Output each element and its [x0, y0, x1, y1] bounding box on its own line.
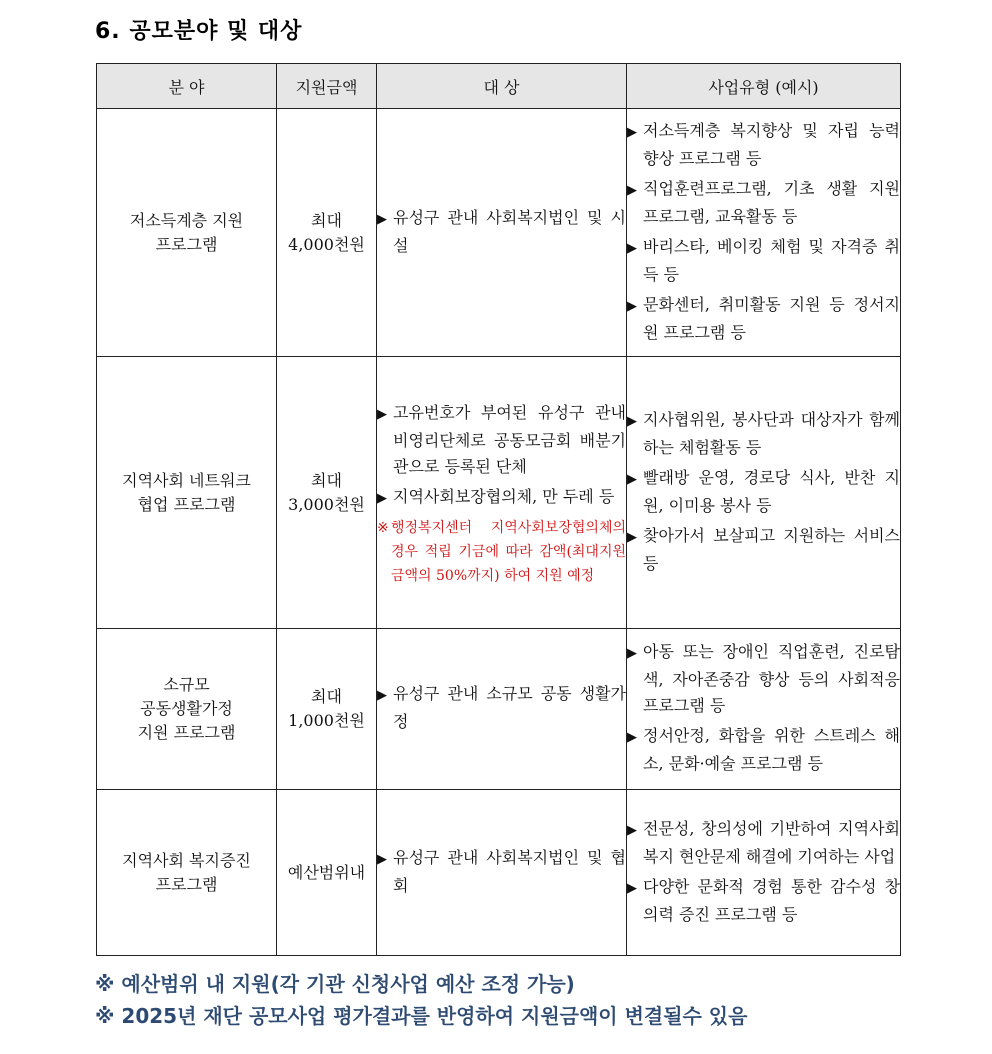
note-mark: ※ [377, 519, 389, 536]
field-line: 저소득계층 지원 [129, 210, 244, 230]
bullet-arrow-icon: ▶ [627, 298, 637, 314]
target-item: ▶ 유성구 관내 사회복지법인 및 시설 [377, 207, 626, 255]
type-item: ▶ 아동 또는 장애인 직업훈련, 진로탐색, 자아존중감 향상 등의 사회적응 프로그램 등 [627, 642, 900, 715]
type-item: ▶ 직업훈련프로그램, 기초 생활 지원 프로그램, 교육활동 등 [627, 178, 900, 226]
target-item: ▶ 유성구 관내 사회복지법인 및 협회 [377, 847, 626, 895]
types-cell [627, 357, 901, 629]
field-line: 공동생활가정 [140, 699, 233, 718]
target-cell [377, 109, 627, 357]
field-line: 지원 프로그램 [137, 723, 236, 742]
footnote: ※ 2025년 재단 공모사업 평가결과를 반영하여 지원금액이 변결될수 있음 [95, 1004, 748, 1028]
target-item: ▶ 고유번호가 부여된 유성구 관내 비영리단체로 공동모금회 배분기관으로 등록된 단체 [377, 402, 626, 476]
bullet-arrow-icon: ▶ [627, 730, 637, 745]
amount-line: 최대 [311, 687, 342, 706]
type-item: ▶ 정서안정, 화합을 위한 스트레스 해소, 문화·예술 프로그램 등 [627, 726, 900, 773]
types-cell [627, 790, 901, 956]
target-cell [377, 357, 627, 629]
bullet-arrow-icon: ▶ [627, 413, 637, 429]
type-item: ▶ 저소득계층 복지향상 및 자립 능력 향상 프로그램 등 [627, 120, 900, 168]
bullet-arrow-icon: ▶ [627, 880, 637, 896]
field-line: 협업 프로그램 [137, 494, 236, 514]
bullet-arrow-icon: ▶ [627, 471, 637, 487]
bullet-arrow-icon: ▶ [627, 182, 637, 198]
field-line: 프로그램 [155, 234, 218, 254]
amount-cell [277, 629, 377, 790]
bullet-arrow-icon: ▶ [627, 240, 637, 256]
section-title: 6. 공모분야 및 대상 [95, 19, 303, 44]
funding-note: ※ 행정복지센터 지역사회보장협의체의 경우 적립 기금에 따라 감액(최대지원금액의 50%까지) 하여 지원 예정 [377, 516, 626, 588]
table-header-row [97, 64, 901, 109]
types-cell [627, 629, 901, 790]
field-cell [97, 629, 277, 790]
types-cell [627, 109, 901, 357]
field-cell [97, 357, 277, 629]
type-item: ▶ 다양한 문화적 경험 통한 감수성 창의력 증진 프로그램 등 [627, 876, 900, 924]
table-row [97, 109, 901, 357]
type-item: ▶ 전문성, 창의성에 기반하여 지역사회 복지 현안문제 해결에 기여하는 사업 [627, 818, 900, 866]
header-types: 사업유형 (예시) [627, 64, 901, 109]
table-row [97, 629, 901, 790]
type-item: ▶ 빨래방 운영, 경로당 식사, 반찬 지원, 이미용 봉사 등 [627, 467, 900, 515]
bullet-arrow-icon: ▶ [377, 406, 387, 422]
target-item: ▶ 지역사회보장협의체, 만 두레 등 [377, 484, 626, 512]
amount-cell [277, 790, 377, 956]
type-item: ▶ 찾아가서 보살피고 지원하는 서비스 등 [627, 525, 900, 573]
amount-line: 1,000천원 [288, 711, 365, 730]
amount-line: 최대 [311, 210, 342, 230]
table-row [97, 357, 901, 629]
field-line: 지역사회 네트워크 [122, 470, 251, 490]
bullet-arrow-icon: ▶ [627, 529, 637, 545]
amount-cell [277, 357, 377, 629]
amount-cell [277, 109, 377, 357]
bullet-arrow-icon: ▶ [627, 124, 637, 140]
amount-line: 예산범위내 [287, 862, 366, 882]
field-line: 지역사회 복지증진 [122, 850, 251, 870]
header-target: 대 상 [377, 64, 627, 109]
header-field: 분 야 [97, 64, 277, 109]
table-row [97, 790, 901, 956]
bullet-arrow-icon: ▶ [627, 646, 637, 661]
target-cell [377, 629, 627, 790]
field-line: 프로그램 [155, 874, 218, 894]
bullet-arrow-icon: ▶ [377, 211, 387, 227]
amount-line: 최대 [311, 470, 342, 490]
bullet-arrow-icon: ▶ [377, 688, 387, 703]
bullet-arrow-icon: ▶ [627, 822, 637, 838]
type-item: ▶ 문화센터, 취미활동 지원 등 정서지원 프로그램 등 [627, 294, 900, 342]
footnote: ※ 예산범위 내 지원(각 기관 신청사업 예산 조정 가능) [95, 972, 575, 996]
field-cell [97, 790, 277, 956]
target-item: ▶ 유성구 관내 소규모 공동 생활가정 [377, 684, 626, 731]
bullet-arrow-icon: ▶ [377, 490, 387, 506]
type-item: ▶ 바리스타, 베이킹 체험 및 자격증 취득 등 [627, 236, 900, 284]
field-cell [97, 109, 277, 357]
footnotes [95, 968, 747, 1032]
type-item: ▶ 지사협위원, 봉사단과 대상자가 함께 하는 체험활동 등 [627, 409, 900, 457]
bullet-arrow-icon: ▶ [377, 851, 387, 867]
header-amount: 지원금액 [277, 64, 377, 109]
support-table [96, 63, 901, 956]
amount-line: 4,000천원 [288, 234, 365, 254]
amount-line: 3,000천원 [288, 494, 365, 514]
target-cell [377, 790, 627, 956]
field-line: 소규모 [163, 675, 210, 694]
